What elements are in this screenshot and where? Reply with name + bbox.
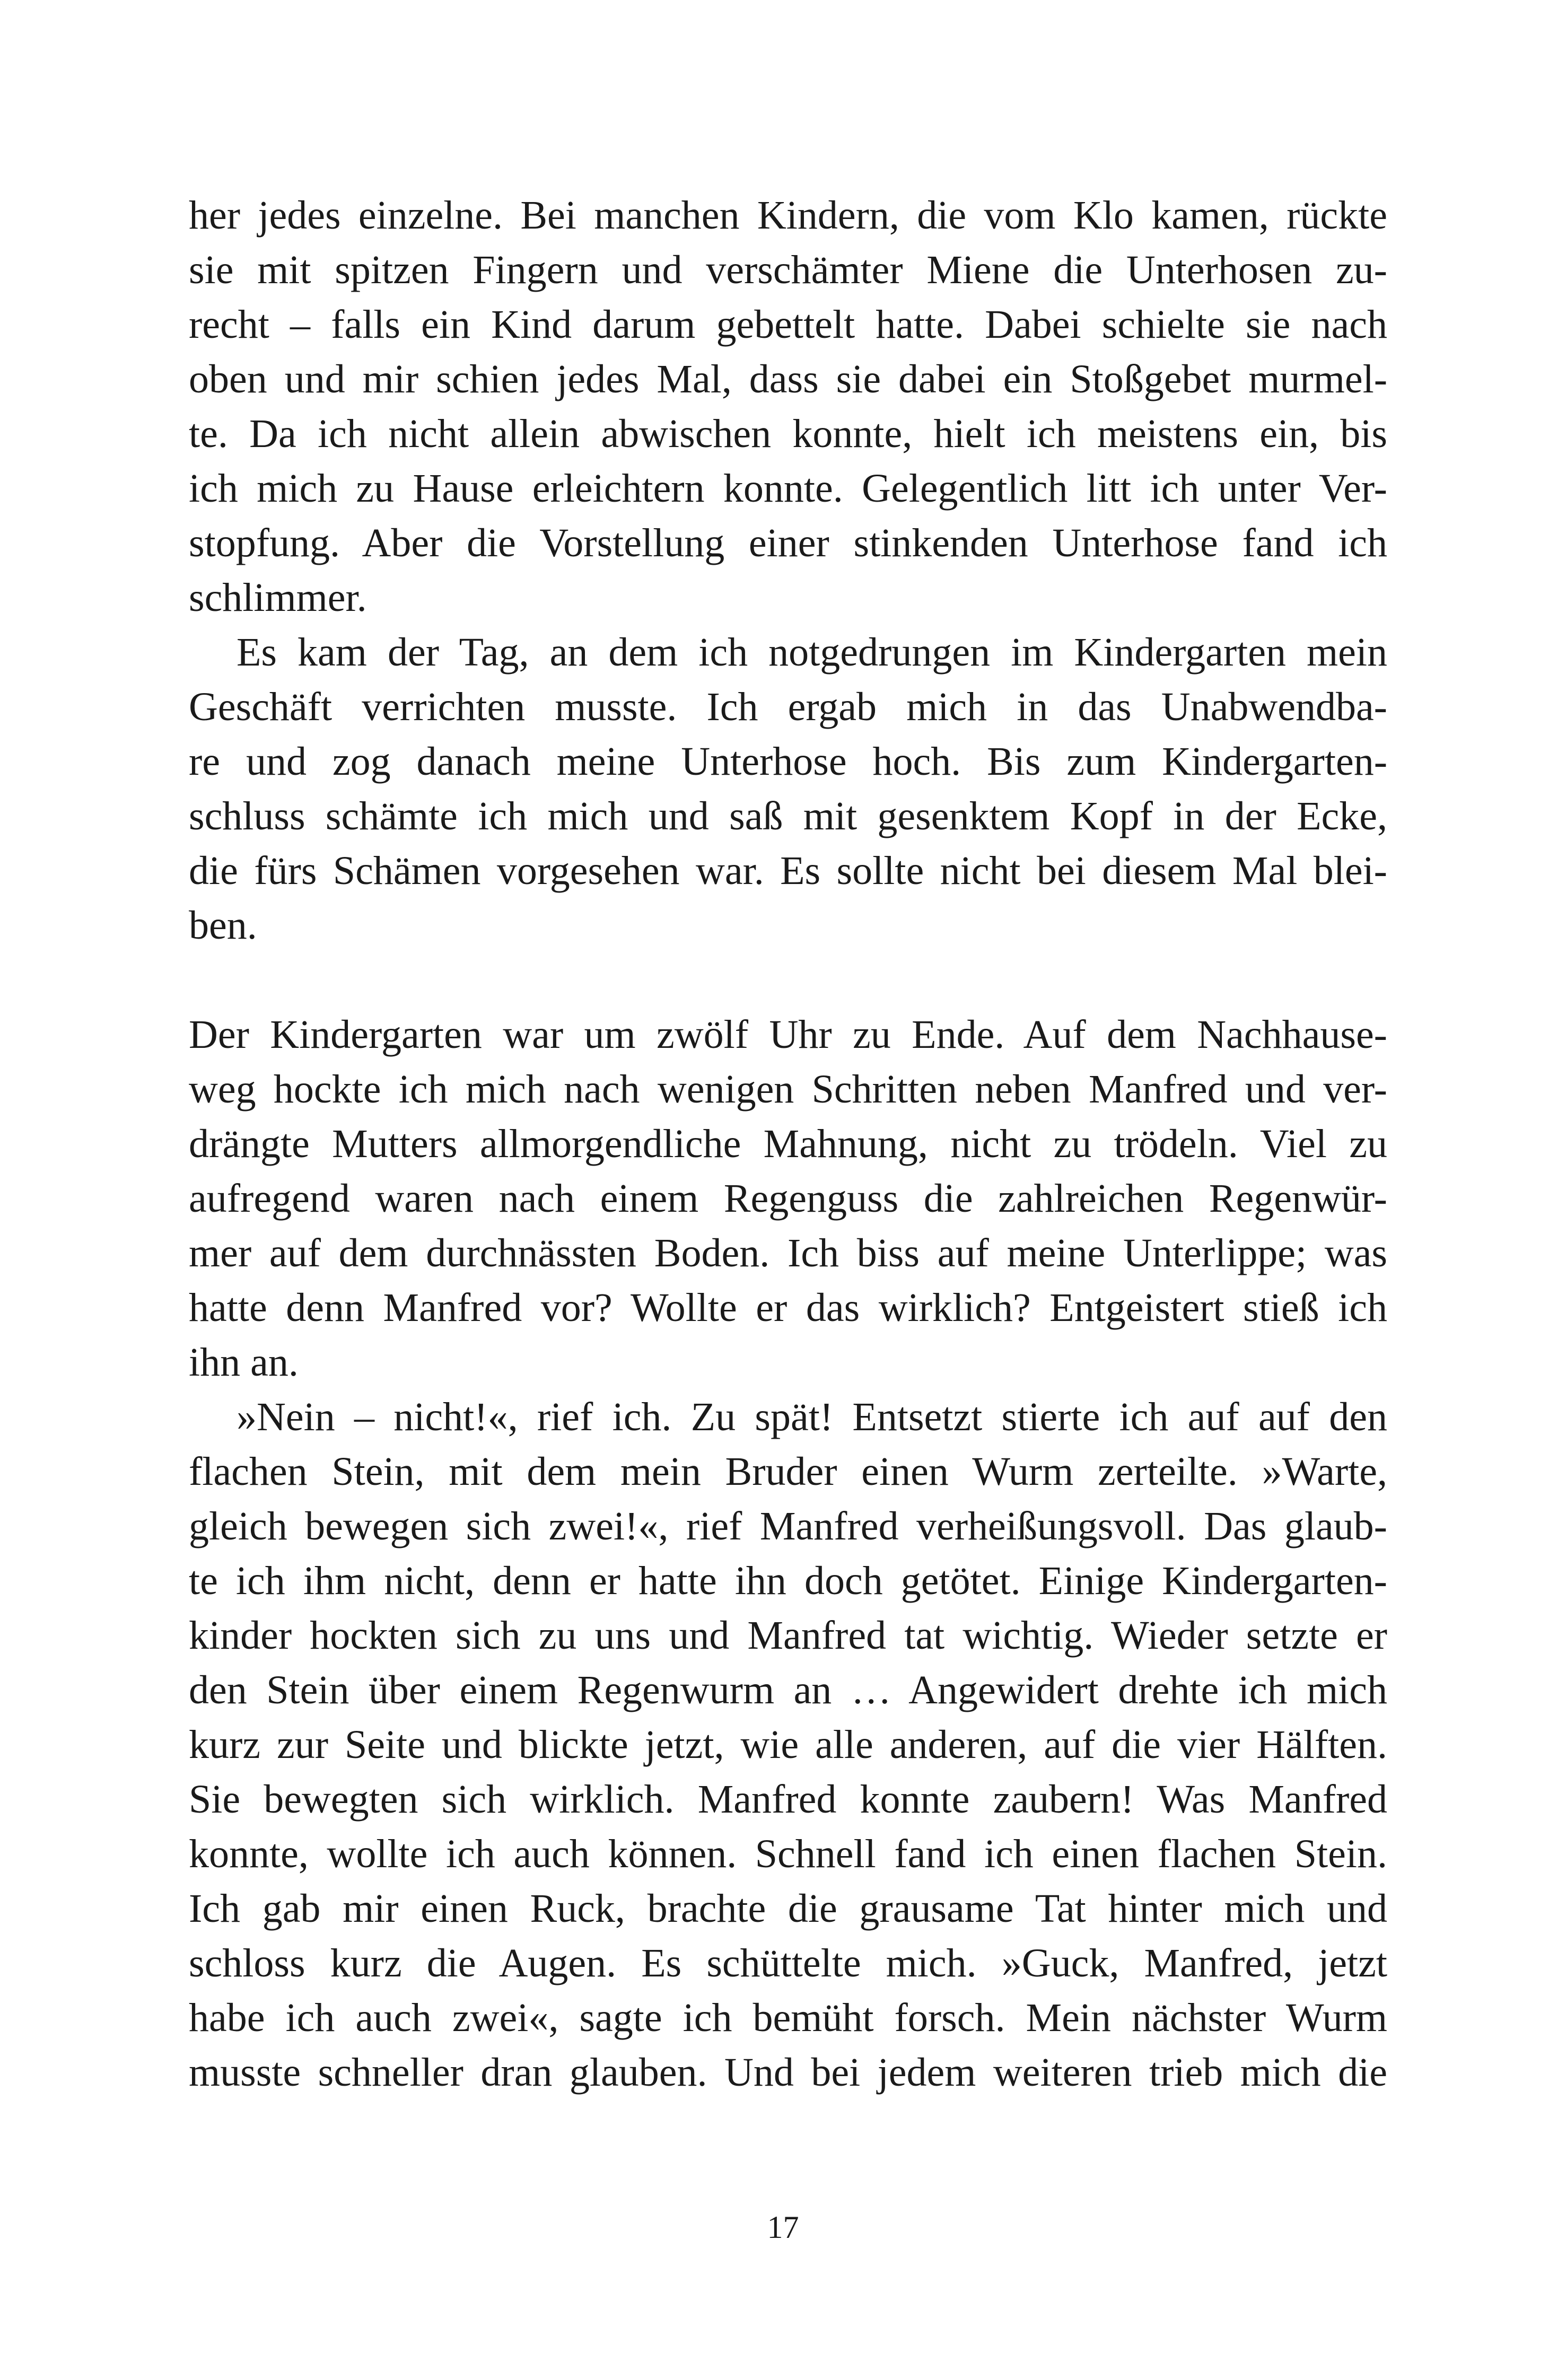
text-line: Der Kindergarten war um zwölf Uhr zu Ende. Auf dem Nachhause- (189, 1012, 1387, 1057)
text-line: hatte denn Manfred vor? Wollte er das wirklich? Entgeistert stieß ich (189, 1285, 1387, 1330)
text-line: sie mit spitzen Fingern und verschämter Miene die Unterhosen zu- (189, 248, 1387, 292)
text-line: re und zog danach meine Unterhose hoch. Bis zum Kindergarten- (189, 739, 1387, 784)
text-line: oben und mir schien jedes Mal, dass sie dabei ein Stoßgebet murmel- (189, 357, 1387, 401)
text-line: te. Da ich nicht allein abwischen konnte, hielt ich meistens ein, bis (189, 412, 1387, 456)
text-line: Ich gab mir einen Ruck, brachte die grausame Tat hinter mich und (189, 1886, 1387, 1931)
text-line: aufregend waren nach einem Regenguss die zahlreichen Regenwür- (189, 1176, 1387, 1221)
text-line: habe ich auch zwei«, sagte ich bemüht forsch. Mein nächster Wurm (189, 1996, 1387, 2040)
text-line: »Nein – nicht!«, rief ich. Zu spät! Entsetzt stierte ich auf auf den (237, 1395, 1387, 1439)
text-line: gleich bewegen sich zwei!«, rief Manfred verheißungsvoll. Das glaub- (189, 1504, 1387, 1548)
text-line: stopfung. Aber die Vorstellung einer stinkenden Unterhose fand ich (189, 521, 1387, 565)
text-line: schluss schämte ich mich und saß mit gesenktem Kopf in der Ecke, (189, 794, 1387, 838)
text-line: konnte, wollte ich auch können. Schnell fand ich einen flachen Stein. (189, 1832, 1387, 1876)
text-line: schlimmer. (189, 575, 367, 620)
text-line: recht – falls ein Kind darum gebettelt hatte. Dabei schielte sie nach (189, 302, 1387, 347)
text-line: den Stein über einem Regenwurm an … Angewidert drehte ich mich (189, 1668, 1387, 1712)
text-line: flachen Stein, mit dem mein Bruder einen Wurm zerteilte. »Warte, (189, 1449, 1387, 1494)
body-text (189, 188, 1387, 2100)
text-line: weg hockte ich mich nach wenigen Schritten neben Manfred und ver- (189, 1067, 1387, 1112)
text-line: musste schneller dran glauben. Und bei jedem weiteren trieb mich die (189, 2050, 1387, 2095)
text-line: kurz zur Seite und blickte jetzt, wie alle anderen, auf die vier Hälften. (189, 1722, 1387, 1767)
text-line: drängte Mutters allmorgendliche Mahnung, nicht zu trödeln. Viel zu (189, 1122, 1387, 1166)
text-line: Geschäft verrichten musste. Ich ergab mich in das Unabwendba- (189, 685, 1387, 729)
page-number: 17 (767, 2210, 799, 2245)
text-line: kinder hockten sich zu uns und Manfred tat wichtig. Wieder setzte er (189, 1613, 1387, 1658)
text-line: ich mich zu Hause erleichtern konnte. Gelegentlich litt ich unter Ver- (189, 466, 1387, 511)
text-line: her jedes einzelne. Bei manchen Kindern, die vom Klo kamen, rückte (189, 193, 1387, 238)
text-line: te ich ihm nicht, denn er hatte ihn doch getötet. Einige Kindergarten- (189, 1559, 1387, 1603)
text-line: ihn an. (189, 1340, 299, 1385)
text-line: Sie bewegten sich wirklich. Manfred konnte zaubern! Was Manfred (189, 1777, 1387, 1822)
text-line: ben. (189, 903, 257, 948)
text-line: mer auf dem durchnässten Boden. Ich biss auf meine Unterlippe; was (189, 1231, 1387, 1275)
text-line: schloss kurz die Augen. Es schüttelte mich. »Guck, Manfred, jetzt (189, 1941, 1387, 1985)
section-break (189, 953, 1387, 1008)
text-line: Es kam der Tag, an dem ich notgedrungen im Kindergarten mein (237, 630, 1387, 675)
text-line: die fürs Schämen vorgesehen war. Es sollte nicht bei diesem Mal blei- (189, 848, 1387, 893)
